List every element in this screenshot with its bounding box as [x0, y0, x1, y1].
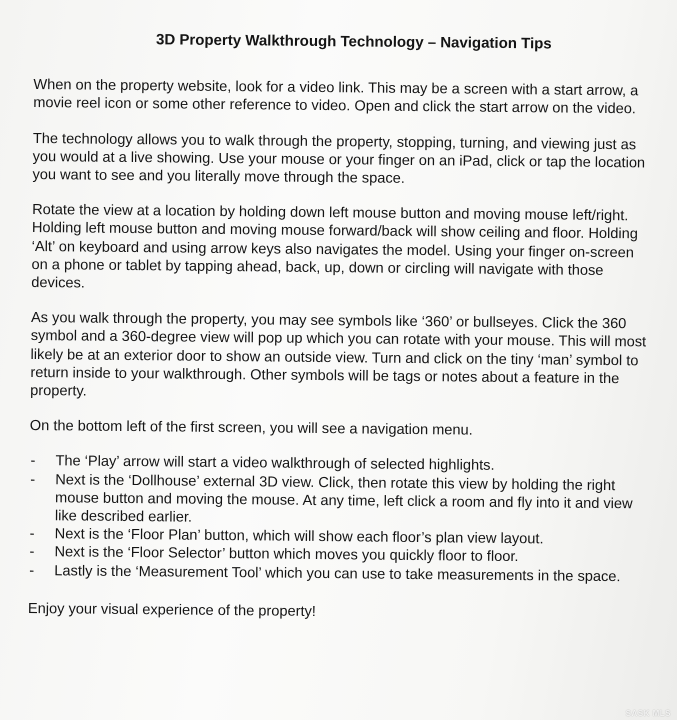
paragraph-rotate-view: Rotate the view at a location by holding down left mouse button and moving mouse left/right. Holding left mouse button and moving mouse forward/back will show ceiling and floor. Holding ‘Alt’ on keyboard and using arrow keys also navigates the model. Using your finger on-screen on a phone or tablet by tapping ahead, back, up, down or circling will navigate with those devices. [31, 202, 638, 292]
paragraph-symbols: As you walk through the property, you may see symbols like ‘360’ or bullseyes. Click the 360 symbol and a 360-degree view will pop up which you can rotate with your mouse. This will most likely be at an exterior door to show an outside view. Turn and click on the tiny ‘man’ symbol to return inside to your walkthrough. Other symbols will be tags or notes about a feature in the property. [30, 310, 647, 400]
paragraph-video-link: When on the property website, look for a video link. This may be a screen with a start arrow, a movie reel icon or some other reference to video. Open and click the start arrow on the video. [33, 77, 639, 118]
list-item-measurement-tool: - Lastly is the ‘Measurement Tool’ which you can use to take measurements in the space. [28, 562, 648, 587]
document-body [28, 30, 654, 625]
list-item-play: - The ‘Play’ arrow will start a video walkthrough of selected highlights. [29, 452, 649, 477]
list-item-floor-plan: - Next is the ‘Floor Plan’ button, which will show each floor’s plan view layout. [29, 525, 649, 550]
list-item-dollhouse: - Next is the ‘Dollhouse’ external 3D view. Click, then rotate this view by holding the right mouse button and moving the mouse. At any time, left click a room and fly into it and view like described earlier. [29, 471, 650, 532]
navigation-menu-list [28, 452, 649, 586]
list-item-floor-selector: - Next is the ‘Floor Selector’ button which moves you quickly floor to floor. [28, 543, 648, 568]
paragraph-navigation-menu: On the bottom left of the first screen, you will see a navigation menu. [29, 418, 473, 439]
paragraph-walkthrough: The technology allows you to walk through the property, stopping, turning, and viewing just as you would at a live showing. Use your mouse or your finger on an iPad, click or tap the location you want to see and you literally move through the space. [32, 130, 646, 187]
document-title: 3D Property Walkthrough Technology – Navigation Tips [156, 31, 552, 53]
mls-watermark: SASK MLS [625, 709, 671, 718]
closing-line: Enjoy your visual experience of the property! [27, 600, 316, 620]
